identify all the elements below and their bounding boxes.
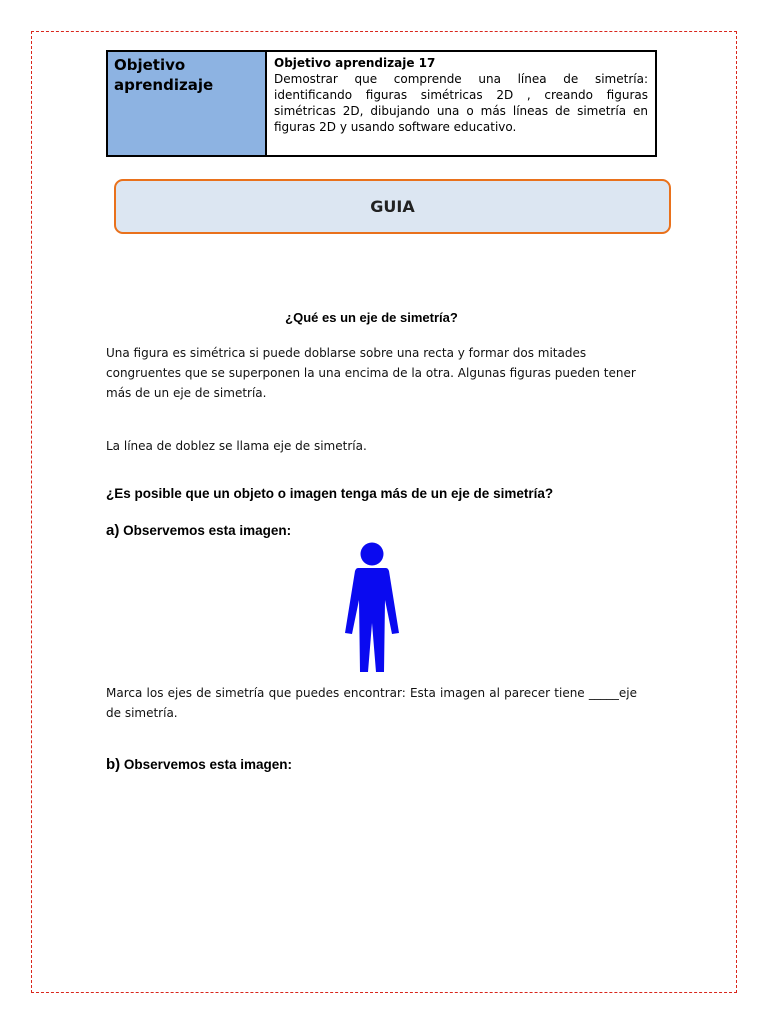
section-a-heading: [106, 522, 291, 539]
paragraph-mark-axes: Marca los ejes de simetría que puedes encontrar: Esta imagen al parecer tiene _____eje de simetría.: [106, 686, 637, 720]
section-a-letter: a): [106, 522, 120, 539]
paragraph-definition: Una figura es simétrica si puede doblarse sobre una recta y formar dos mitades congruentes que se superponen la una encima de la otra. Algunas figuras pueden tener más de un eje de simetría.: [106, 346, 636, 400]
section-b-letter: b): [106, 756, 121, 773]
objective-title: Objetivo aprendizaje 17: [274, 56, 436, 70]
question-multiple-axes: ¿Es posible que un objeto o imagen tenga más de un eje de simetría?: [106, 486, 554, 501]
section-b-heading: [106, 756, 292, 773]
objective-table: [106, 50, 657, 157]
page-border: [31, 31, 737, 993]
section-a-text: Observemos esta imagen:: [119, 523, 292, 538]
question-symmetry-axis: ¿Qué es un eje de simetría?: [285, 310, 458, 325]
person-silhouette-icon: [340, 538, 400, 674]
paragraph-fold-line: La línea de doblez se llama eje de simetría.: [106, 439, 367, 453]
guia-title: GUIA: [370, 197, 415, 216]
objective-text: Demostrar que comprende una línea de simetría: identificando figuras simétricas 2D , creando figuras simétricas 2D, dibujando una o más líneas de simetría en figuras 2D y usando software educativo.: [274, 72, 648, 134]
guia-banner: [114, 179, 671, 234]
objective-content: [267, 52, 655, 155]
objective-label: Objetivo aprendizaje: [108, 52, 267, 155]
section-b-text: Observemos esta imagen:: [120, 757, 292, 772]
